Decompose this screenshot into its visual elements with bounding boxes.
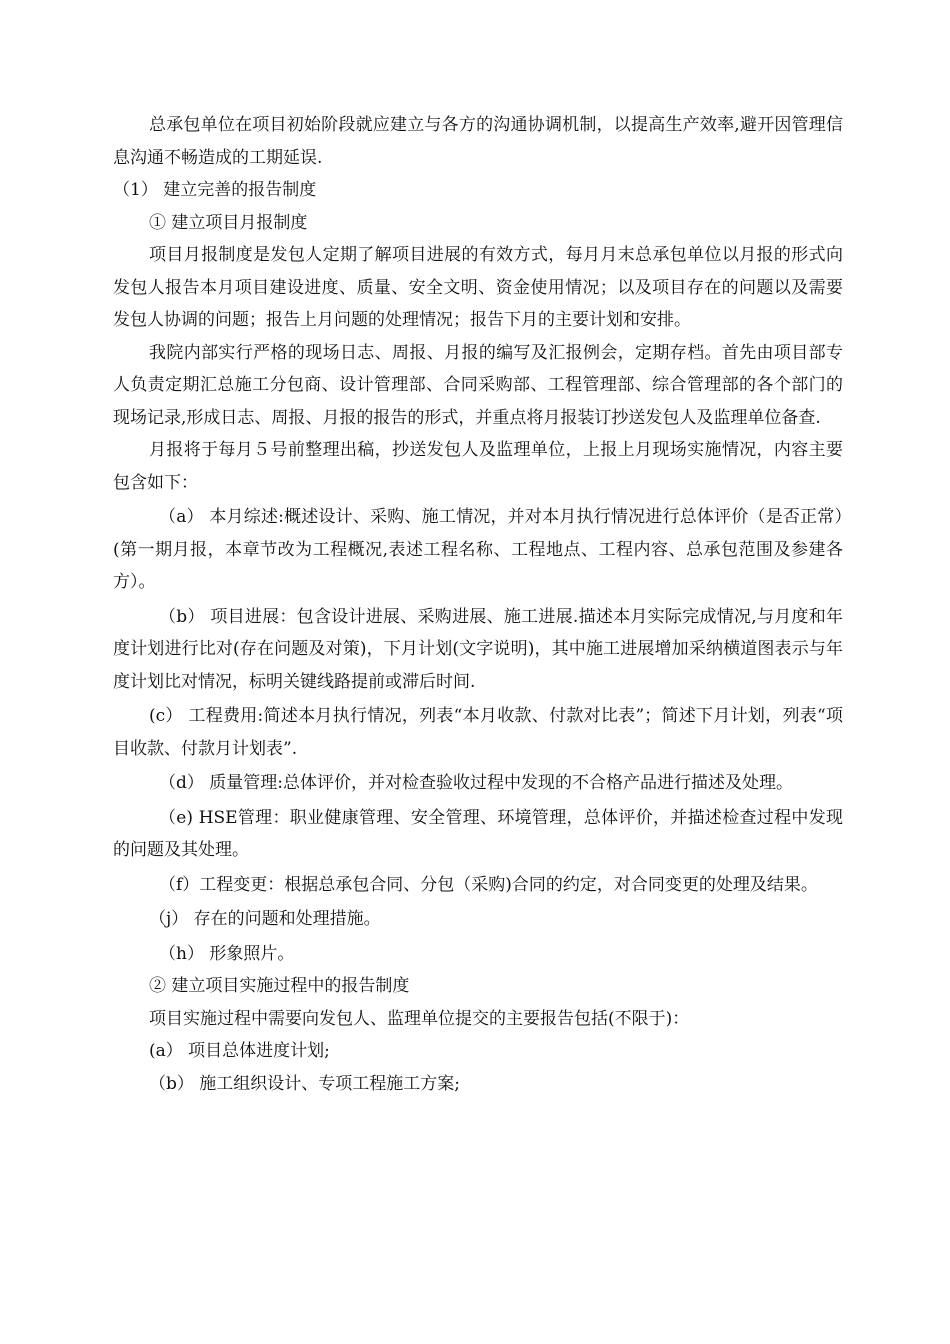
list-item-j-issues: （j） 存在的问题和处理措施。: [149, 909, 381, 929]
list-item-b-construction-plan: （b） 施工组织设计、专项工程施工方案;: [149, 1073, 461, 1094]
monthly-report-contents-paragraph: 月报将于每月５号前整理出稿，抄送发包人及监理单位，上报上月现场实施情况，内容主要包含如下：: [113, 440, 843, 493]
list-item-b-progress: （b） 项目进展：包含设计进展、采购进展、施工进展.描述本月实际完成情况,与月度和年度计划进行比对(存在问题及对策)，下月计划(文字说明)，其中施工进展增加采纳横道图表示与年度计划比对情况，标明关键线路提前或滞后时间.: [113, 606, 843, 692]
implementation-report-paragraph: 项目实施过程中需要向发包人、监理单位提交的主要报告包括(不限于)：: [149, 1008, 690, 1029]
document-body: [113, 109, 843, 1100]
list-item-e-hse: （e) HSE管理：职业健康管理、安全管理、环境管理，总体评价，并描述检查过程中发现的问题及其处理。: [113, 807, 843, 860]
list-item-a-summary: （a） 本月综述:概述设计、采购、施工情况，并对本月执行情况进行总体评价（是否正常）(第一期月报，本章节改为工程概况,表述工程名称、工程地点、工程内容、总承包范围及参建各方）。: [113, 507, 843, 592]
subsection-heading-implementation-report: ② 建立项目实施过程中的报告制度: [149, 976, 410, 996]
intro-paragraph: 总承包单位在项目初始阶段就应建立与各方的沟通协调机制，以提高生产效率,避开因管理信息沟通不畅造成的工期延误.: [113, 115, 843, 168]
list-item-c-cost: (c） 工程费用:简述本月执行情况，列表“本月收款、付款对比表”；简述下月计划，列表“项目收款、付款月计划表”.: [113, 706, 843, 759]
internal-reporting-paragraph: 我院内部实行严格的现场日志、周报、月报的编写及汇报例会，定期存档。首先由项目部专人负责定期汇总施工分包商、设计管理部、合同采购部、工程管理部、综合管理部的各个部门的现场记录,形成日志、周报、月报的报告的形式，并重点将月报装订抄送发包人及监理单位备查.: [113, 342, 843, 428]
list-item-f-change: （f）工程变更：根据总承包合同、分包（采购)合同的约定，对合同变更的处理及结果。: [159, 874, 818, 895]
list-item-h-photos: （h） 形象照片。: [159, 943, 295, 964]
monthly-report-paragraph: 项目月报制度是发包人定期了解项目进展的有效方式，每月月末总承包单位以月报的形式向发包人报告本月项目建设进度、质量、安全文明、资金使用情况；以及项目存在的问题以及需要发包人协调的问题；报告上月问题的处理情况；报告下月的主要计划和安排。: [113, 245, 843, 330]
list-item-d-quality: （d） 质量管理:总体评价，并对检查验收过程中发现的不合格产品进行描述及处理。: [159, 773, 794, 793]
section-heading-report-system: （1） 建立完善的报告制度: [113, 180, 317, 200]
subsection-heading-monthly-report: ① 建立项目月报制度: [149, 212, 308, 233]
list-item-a-schedule: (a） 项目总体进度计划;: [149, 1041, 330, 1061]
